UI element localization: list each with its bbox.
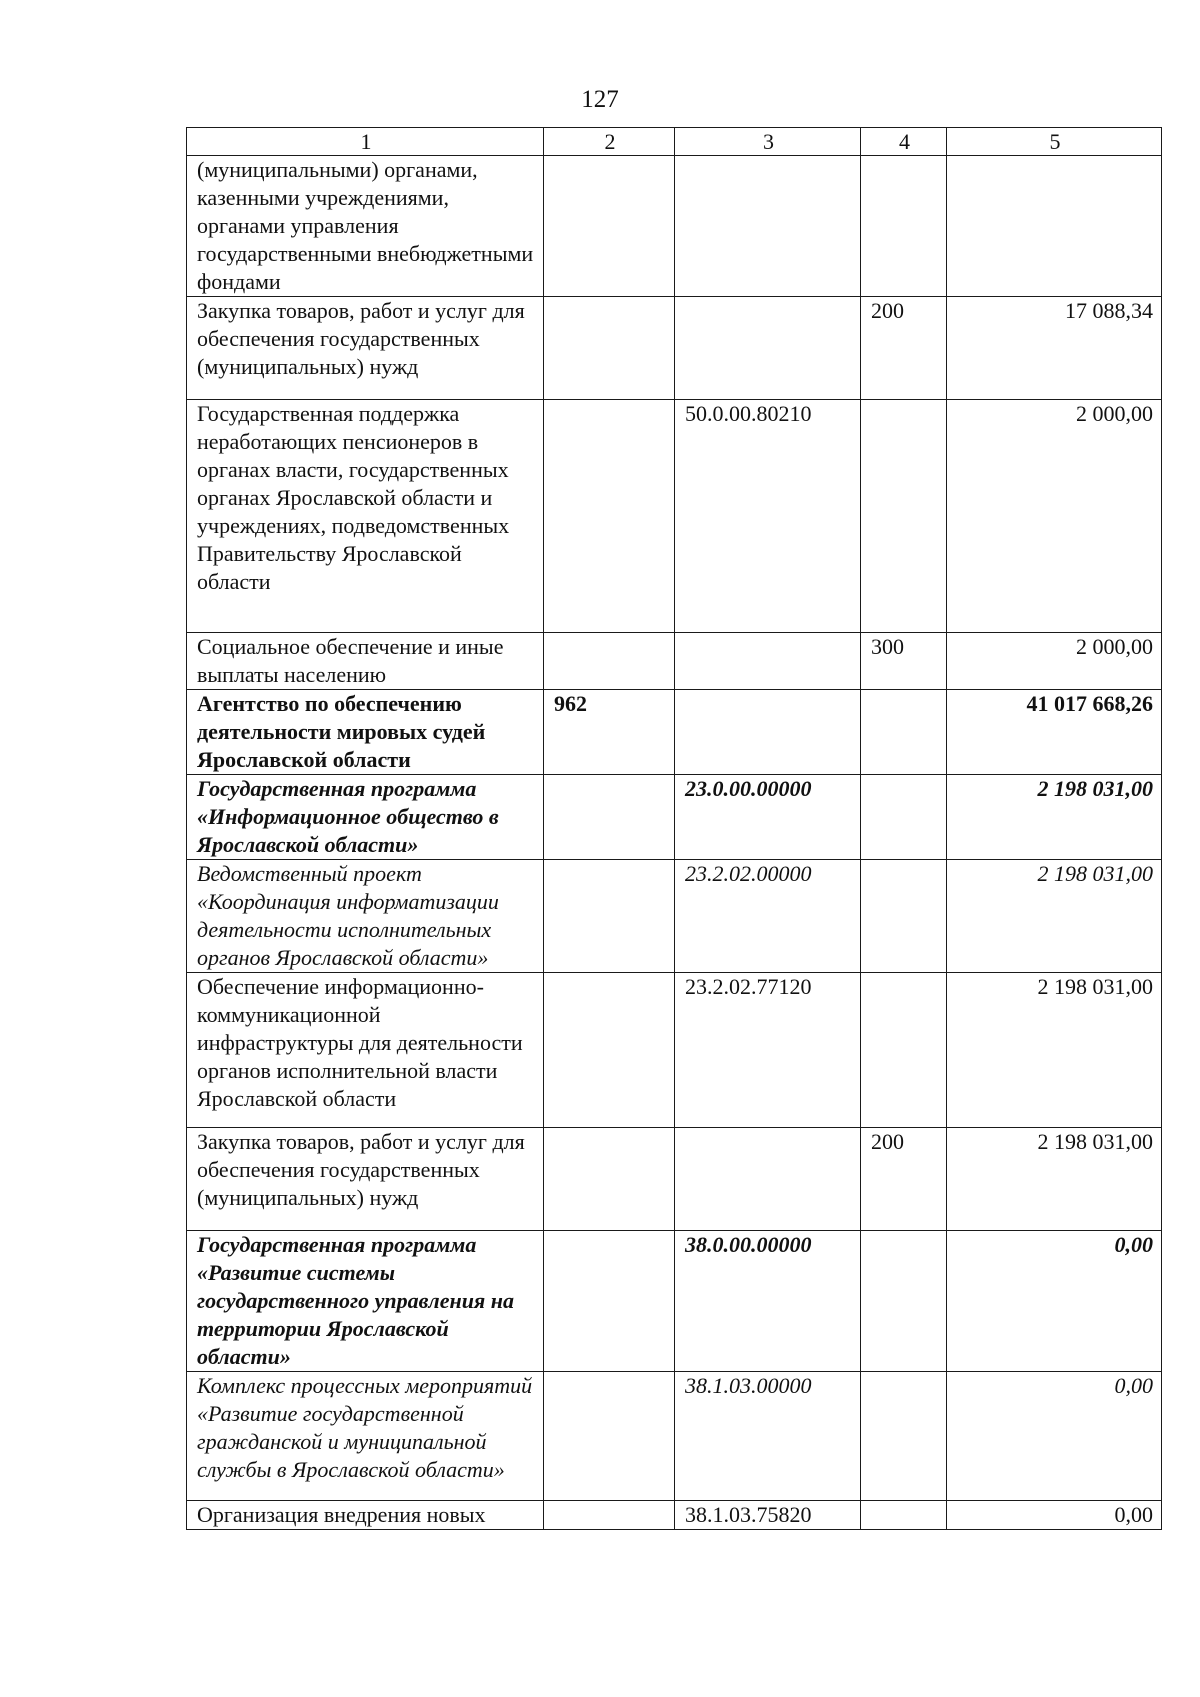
row-grbs-cell — [544, 156, 675, 297]
row-type-cell: 300 — [861, 633, 947, 690]
row-amount-cell: 2 198 031,00 — [947, 1128, 1162, 1231]
row-amount-cell: 2 198 031,00 — [947, 775, 1162, 860]
column-header-3: 3 — [675, 128, 861, 156]
row-type-cell — [861, 400, 947, 633]
row-type-cell — [861, 973, 947, 1128]
column-header-2: 2 — [544, 128, 675, 156]
row-grbs-cell — [544, 633, 675, 690]
row-code-cell — [675, 297, 861, 400]
table-row — [187, 1128, 1162, 1231]
row-grbs-cell: 962 — [544, 690, 675, 775]
row-amount-cell: 0,00 — [947, 1372, 1162, 1501]
row-grbs-cell — [544, 297, 675, 400]
row-code-cell — [675, 156, 861, 297]
row-amount-cell: 41 017 668,26 — [947, 690, 1162, 775]
row-code-cell: 50.0.00.80210 — [675, 400, 861, 633]
row-grbs-cell — [544, 1372, 675, 1501]
row-grbs-cell — [544, 1128, 675, 1231]
row-name-cell: Обеспечение информационно-коммуникационной инфраструктуры для деятельности органов исполнительной власти Ярославской области — [187, 973, 544, 1128]
row-type-cell — [861, 690, 947, 775]
row-name-cell: (муниципальными) органами, казенными учреждениями, органами управления государственными внебюджетными фондами — [187, 156, 544, 297]
row-name-cell: Государственная программа «Информационное общество в Ярославской области» — [187, 775, 544, 860]
row-amount-cell: 2 000,00 — [947, 633, 1162, 690]
column-header-4: 4 — [861, 128, 947, 156]
column-header-1: 1 — [187, 128, 544, 156]
row-type-cell: 200 — [861, 297, 947, 400]
row-code-cell: 23.2.02.77120 — [675, 973, 861, 1128]
row-type-cell — [861, 775, 947, 860]
row-name-cell: Организация внедрения новых — [187, 1501, 544, 1530]
row-type-cell — [861, 1501, 947, 1530]
row-name-cell: Социальное обеспечение и иные выплаты населению — [187, 633, 544, 690]
row-code-cell: 23.0.00.00000 — [675, 775, 861, 860]
row-code-cell: 38.1.03.00000 — [675, 1372, 861, 1501]
table-row — [187, 690, 1162, 775]
table-row — [187, 775, 1162, 860]
row-code-cell — [675, 1128, 861, 1231]
row-amount-cell: 0,00 — [947, 1231, 1162, 1372]
row-type-cell — [861, 860, 947, 973]
row-name-cell: Агентство по обеспечению деятельности мировых судей Ярославской области — [187, 690, 544, 775]
table-row — [187, 156, 1162, 297]
table-row — [187, 973, 1162, 1128]
row-amount-cell: 2 198 031,00 — [947, 860, 1162, 973]
table-row — [187, 297, 1162, 400]
row-code-cell — [675, 633, 861, 690]
table-row — [187, 1231, 1162, 1372]
row-grbs-cell — [544, 1501, 675, 1530]
row-type-cell: 200 — [861, 1128, 947, 1231]
table-row — [187, 860, 1162, 973]
table-row — [187, 400, 1162, 633]
row-amount-cell — [947, 156, 1162, 297]
row-grbs-cell — [544, 973, 675, 1128]
row-amount-cell: 2 000,00 — [947, 400, 1162, 633]
row-grbs-cell — [544, 1231, 675, 1372]
column-header-5: 5 — [947, 128, 1162, 156]
budget-table — [186, 127, 1162, 1530]
row-name-cell: Ведомственный проект «Координация информатизации деятельности исполнительных органов Ярославской области» — [187, 860, 544, 973]
table-header — [187, 128, 1162, 156]
row-name-cell: Комплекс процессных мероприятий «Развитие государственной гражданской и муниципальной службы в Ярославской области» — [187, 1372, 544, 1501]
table-row — [187, 1501, 1162, 1530]
row-code-cell — [675, 690, 861, 775]
row-type-cell — [861, 1372, 947, 1501]
row-name-cell: Закупка товаров, работ и услуг для обеспечения государственных (муниципальных) нужд — [187, 297, 544, 400]
row-grbs-cell — [544, 860, 675, 973]
table-body — [187, 156, 1162, 1530]
row-code-cell: 38.1.03.75820 — [675, 1501, 861, 1530]
header-row — [187, 128, 1162, 156]
row-grbs-cell — [544, 400, 675, 633]
row-code-cell: 38.0.00.00000 — [675, 1231, 861, 1372]
row-type-cell — [861, 156, 947, 297]
row-amount-cell: 0,00 — [947, 1501, 1162, 1530]
row-name-cell: Закупка товаров, работ и услуг для обеспечения государственных (муниципальных) нужд — [187, 1128, 544, 1231]
row-grbs-cell — [544, 775, 675, 860]
table-row — [187, 1372, 1162, 1501]
row-amount-cell: 2 198 031,00 — [947, 973, 1162, 1128]
row-type-cell — [861, 1231, 947, 1372]
table-row — [187, 633, 1162, 690]
row-code-cell: 23.2.02.00000 — [675, 860, 861, 973]
row-amount-cell: 17 088,34 — [947, 297, 1162, 400]
page-number: 127 — [581, 86, 619, 113]
row-name-cell: Государственная программа «Развитие системы государственного управления на территории Ярославской области» — [187, 1231, 544, 1372]
row-name-cell: Государственная поддержка неработающих пенсионеров в органах власти, государственных органах Ярославской области и учреждениях, подведомственных Правительству Ярославской области — [187, 400, 544, 633]
